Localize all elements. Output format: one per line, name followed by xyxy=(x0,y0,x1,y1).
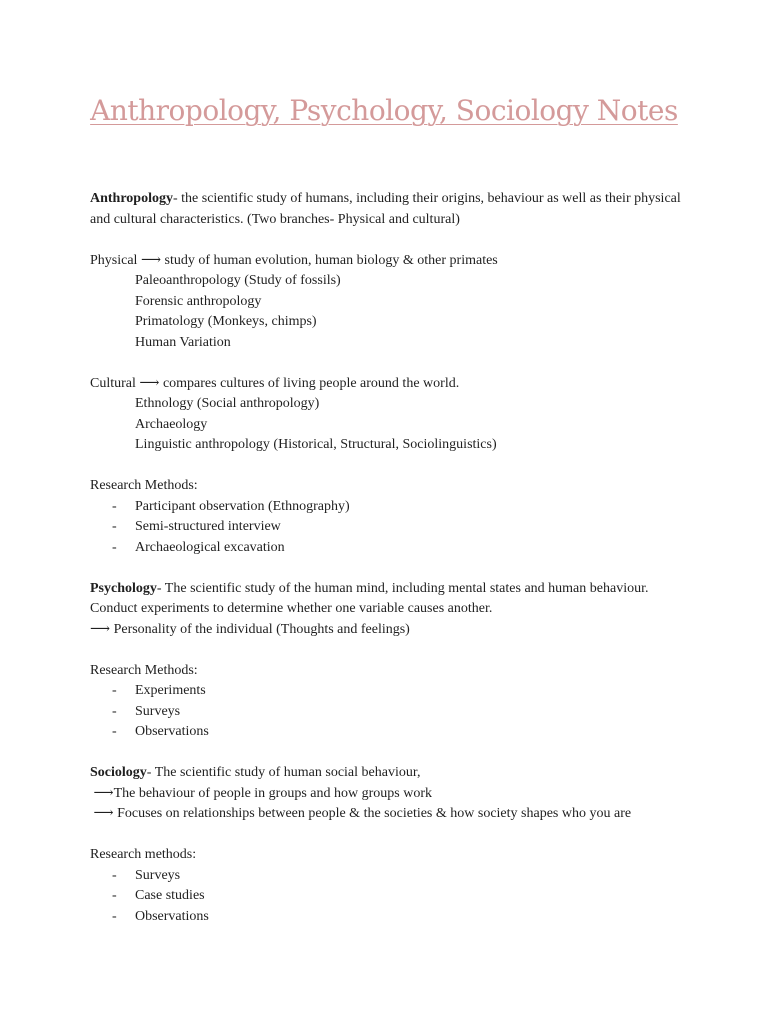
bullet-marker: - xyxy=(112,908,117,924)
list-item: - Experiments xyxy=(90,681,690,702)
physical-item: Primatology (Monkeys, chimps) xyxy=(135,314,317,329)
list-item: - Participant observation (Ethnography) xyxy=(90,497,690,518)
cultural-item: Ethnology (Social anthropology) xyxy=(135,396,320,411)
sociology-definition: Sociology- The scientific study of human social behaviour, xyxy=(90,765,421,780)
list-item: - Observations xyxy=(90,907,690,928)
list-item: - Surveys xyxy=(90,866,690,887)
anthropology-term: Anthropology xyxy=(90,191,173,206)
sociology-note: ⟶The behaviour of people in groups and how groups work xyxy=(90,785,433,801)
bullet-marker: - xyxy=(112,498,117,514)
document-title: Anthropology, Psychology, Sociology Notes xyxy=(90,94,678,127)
bullet-marker: - xyxy=(112,539,117,555)
psychology-term: Psychology xyxy=(90,580,157,596)
cultural-item: Archaeology xyxy=(135,416,208,432)
sociology-methods-heading: Research methods: xyxy=(90,847,197,862)
physical-item: Forensic anthropology xyxy=(135,293,262,309)
sociology-note: ⟶ Focuses on relationships between people & the societies & how society shapes who you are xyxy=(90,806,632,821)
psychology-note: ⟶ Personality of the individual (Thoughts and feelings) xyxy=(90,621,410,637)
cultural-lead: Cultural ⟶ compares cultures of living people around the world. xyxy=(90,375,460,391)
physical-item: Human Variation xyxy=(135,334,231,350)
physical-lead: Physical ⟶ study of human evolution, human biology & other primates xyxy=(90,252,498,268)
bullet-marker: - xyxy=(112,519,117,534)
sociology-term: Sociology xyxy=(90,765,147,780)
list-item: - Semi-structured interview xyxy=(90,517,690,538)
bullet-marker: - xyxy=(112,867,117,883)
physical-item: Paleoanthropology (Study of fossils) xyxy=(135,273,341,288)
list-item: - Case studies xyxy=(90,886,690,907)
document-body xyxy=(90,189,690,927)
bullet-marker: - xyxy=(112,724,117,739)
psychology-definition: Psychology- The scientific study of the human mind, including mental states and human behaviour. Conduct experiments to determine whether one variable causes another. xyxy=(90,580,649,616)
bullet-marker: - xyxy=(112,683,117,698)
cultural-item: Linguistic anthropology (Historical, Structural, Sociolinguistics) xyxy=(135,437,497,452)
bullet-marker: - xyxy=(112,703,117,719)
psychology-methods-heading: Research Methods: xyxy=(90,662,198,678)
anthropology-methods-heading: Research Methods: xyxy=(90,478,198,493)
list-item: - Surveys xyxy=(90,702,690,723)
anthropology-definition: Anthropology- the scientific study of humans, including their origins, behaviour as well as their physical and cultural characteristics. (Two branches- Physical and cultural) xyxy=(90,191,681,227)
list-item: - Archaeological excavation xyxy=(90,538,690,559)
bullet-marker: - xyxy=(112,888,117,903)
list-item: - Observations xyxy=(90,722,690,743)
